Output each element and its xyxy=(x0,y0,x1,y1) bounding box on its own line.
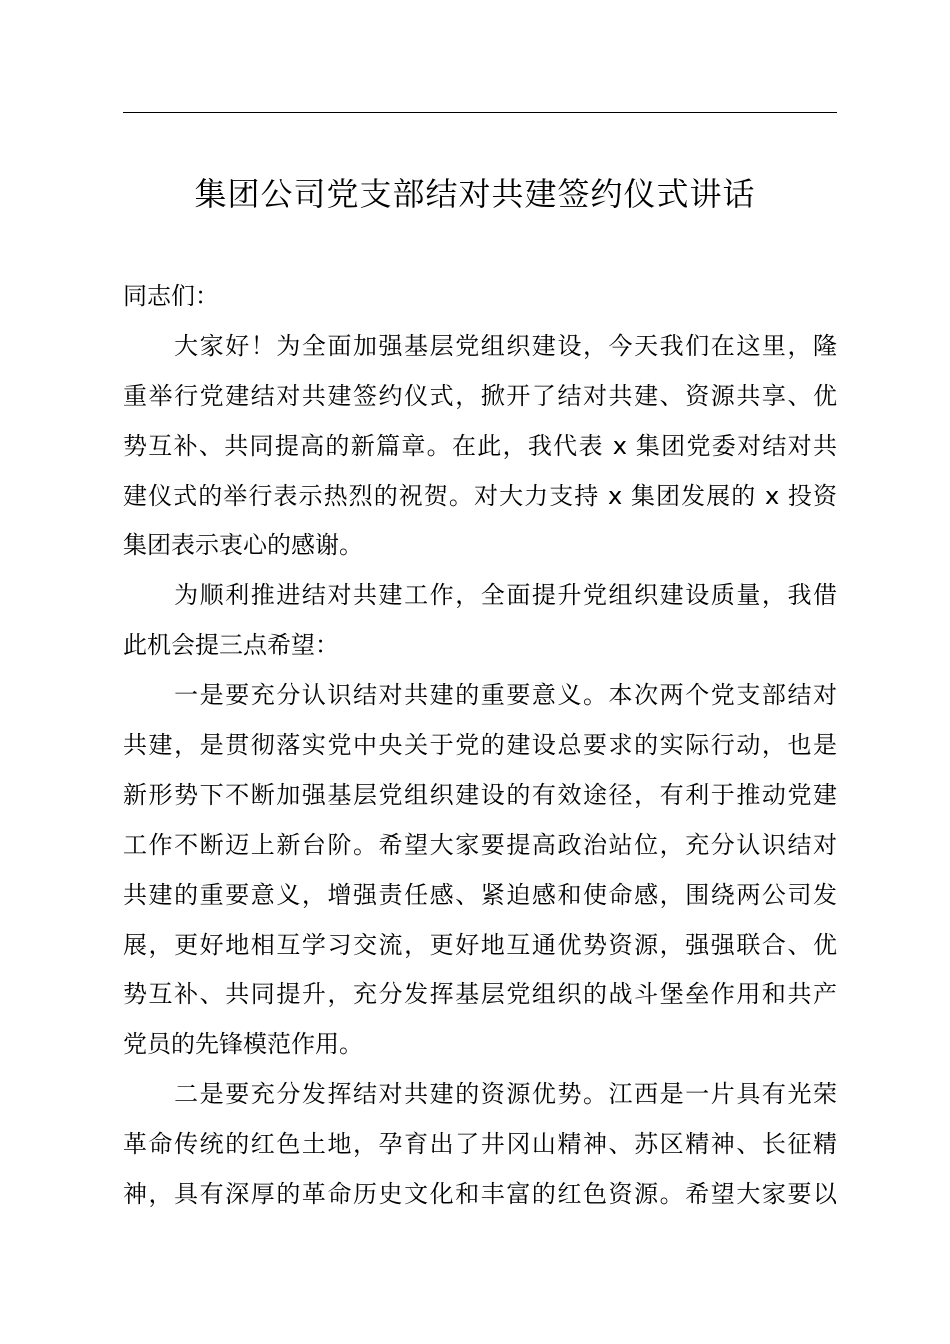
paragraph-line: 势互补、共同提升，充分发挥基层党组织的战斗堡垒作用和共产 xyxy=(123,980,837,1009)
paragraph-line: 同志们： xyxy=(123,282,219,310)
paragraph-line: 大家好！为全面加强基层党组织建设，今天我们在这里，隆 xyxy=(123,331,837,360)
document-title: 集团公司党支部结对共建签约仪式讲话 xyxy=(194,175,756,213)
paragraph-line: 此机会提三点希望： xyxy=(123,631,339,660)
paragraph-line: 重举行党建结对共建签约仪式，掀开了结对共建、资源共享、优 xyxy=(123,381,837,410)
paragraph-3 xyxy=(123,671,837,1070)
paragraph-1 xyxy=(123,322,837,571)
paragraph-line: 工作不断迈上新台阶。希望大家要提高政治站位，充分认识结对 xyxy=(123,830,837,859)
header-rule xyxy=(123,112,837,113)
paragraph-line: 革命传统的红色土地，孕育出了井冈山精神、苏区精神、长征精 xyxy=(123,1130,837,1159)
paragraph-line: 共建，是贯彻落实党中央关于党的建设总要求的实际行动，也是 xyxy=(123,731,837,760)
paragraph-line: 党员的先锋模范作用。 xyxy=(123,1030,363,1059)
paragraph-line: 为顺利推进结对共建工作，全面提升党组织建设质量，我借 xyxy=(123,581,837,610)
paragraph-line: 新形势下不断加强基层党组织建设的有效途径，有利于推动党建 xyxy=(123,780,837,809)
paragraph-line: 建仪式的举行表示热烈的祝贺。对大力支持 x 集团发展的 x 投资 xyxy=(123,481,837,510)
paragraph-line: 神，具有深厚的革命历史文化和丰富的红色资源。希望大家要以 xyxy=(123,1180,837,1209)
paragraph-4 xyxy=(123,1070,837,1220)
salutation xyxy=(123,272,837,322)
paragraph-line: 展，更好地相互学习交流，更好地互通优势资源，强强联合、优 xyxy=(123,930,837,959)
paragraph-line: 集团表示衷心的感谢。 xyxy=(123,531,363,560)
paragraph-line: 共建的重要意义，增强责任感、紧迫感和使命感，围绕两公司发 xyxy=(123,880,837,909)
paragraph-line: 势互补、共同提高的新篇章。在此，我代表 x 集团党委对结对共 xyxy=(123,431,837,460)
paragraph-line: 二是要充分发挥结对共建的资源优势。江西是一片具有光荣 xyxy=(123,1080,837,1109)
paragraph-line: 一是要充分认识结对共建的重要意义。本次两个党支部结对 xyxy=(123,681,837,710)
paragraph-2 xyxy=(123,571,837,671)
document-body xyxy=(123,272,837,1220)
